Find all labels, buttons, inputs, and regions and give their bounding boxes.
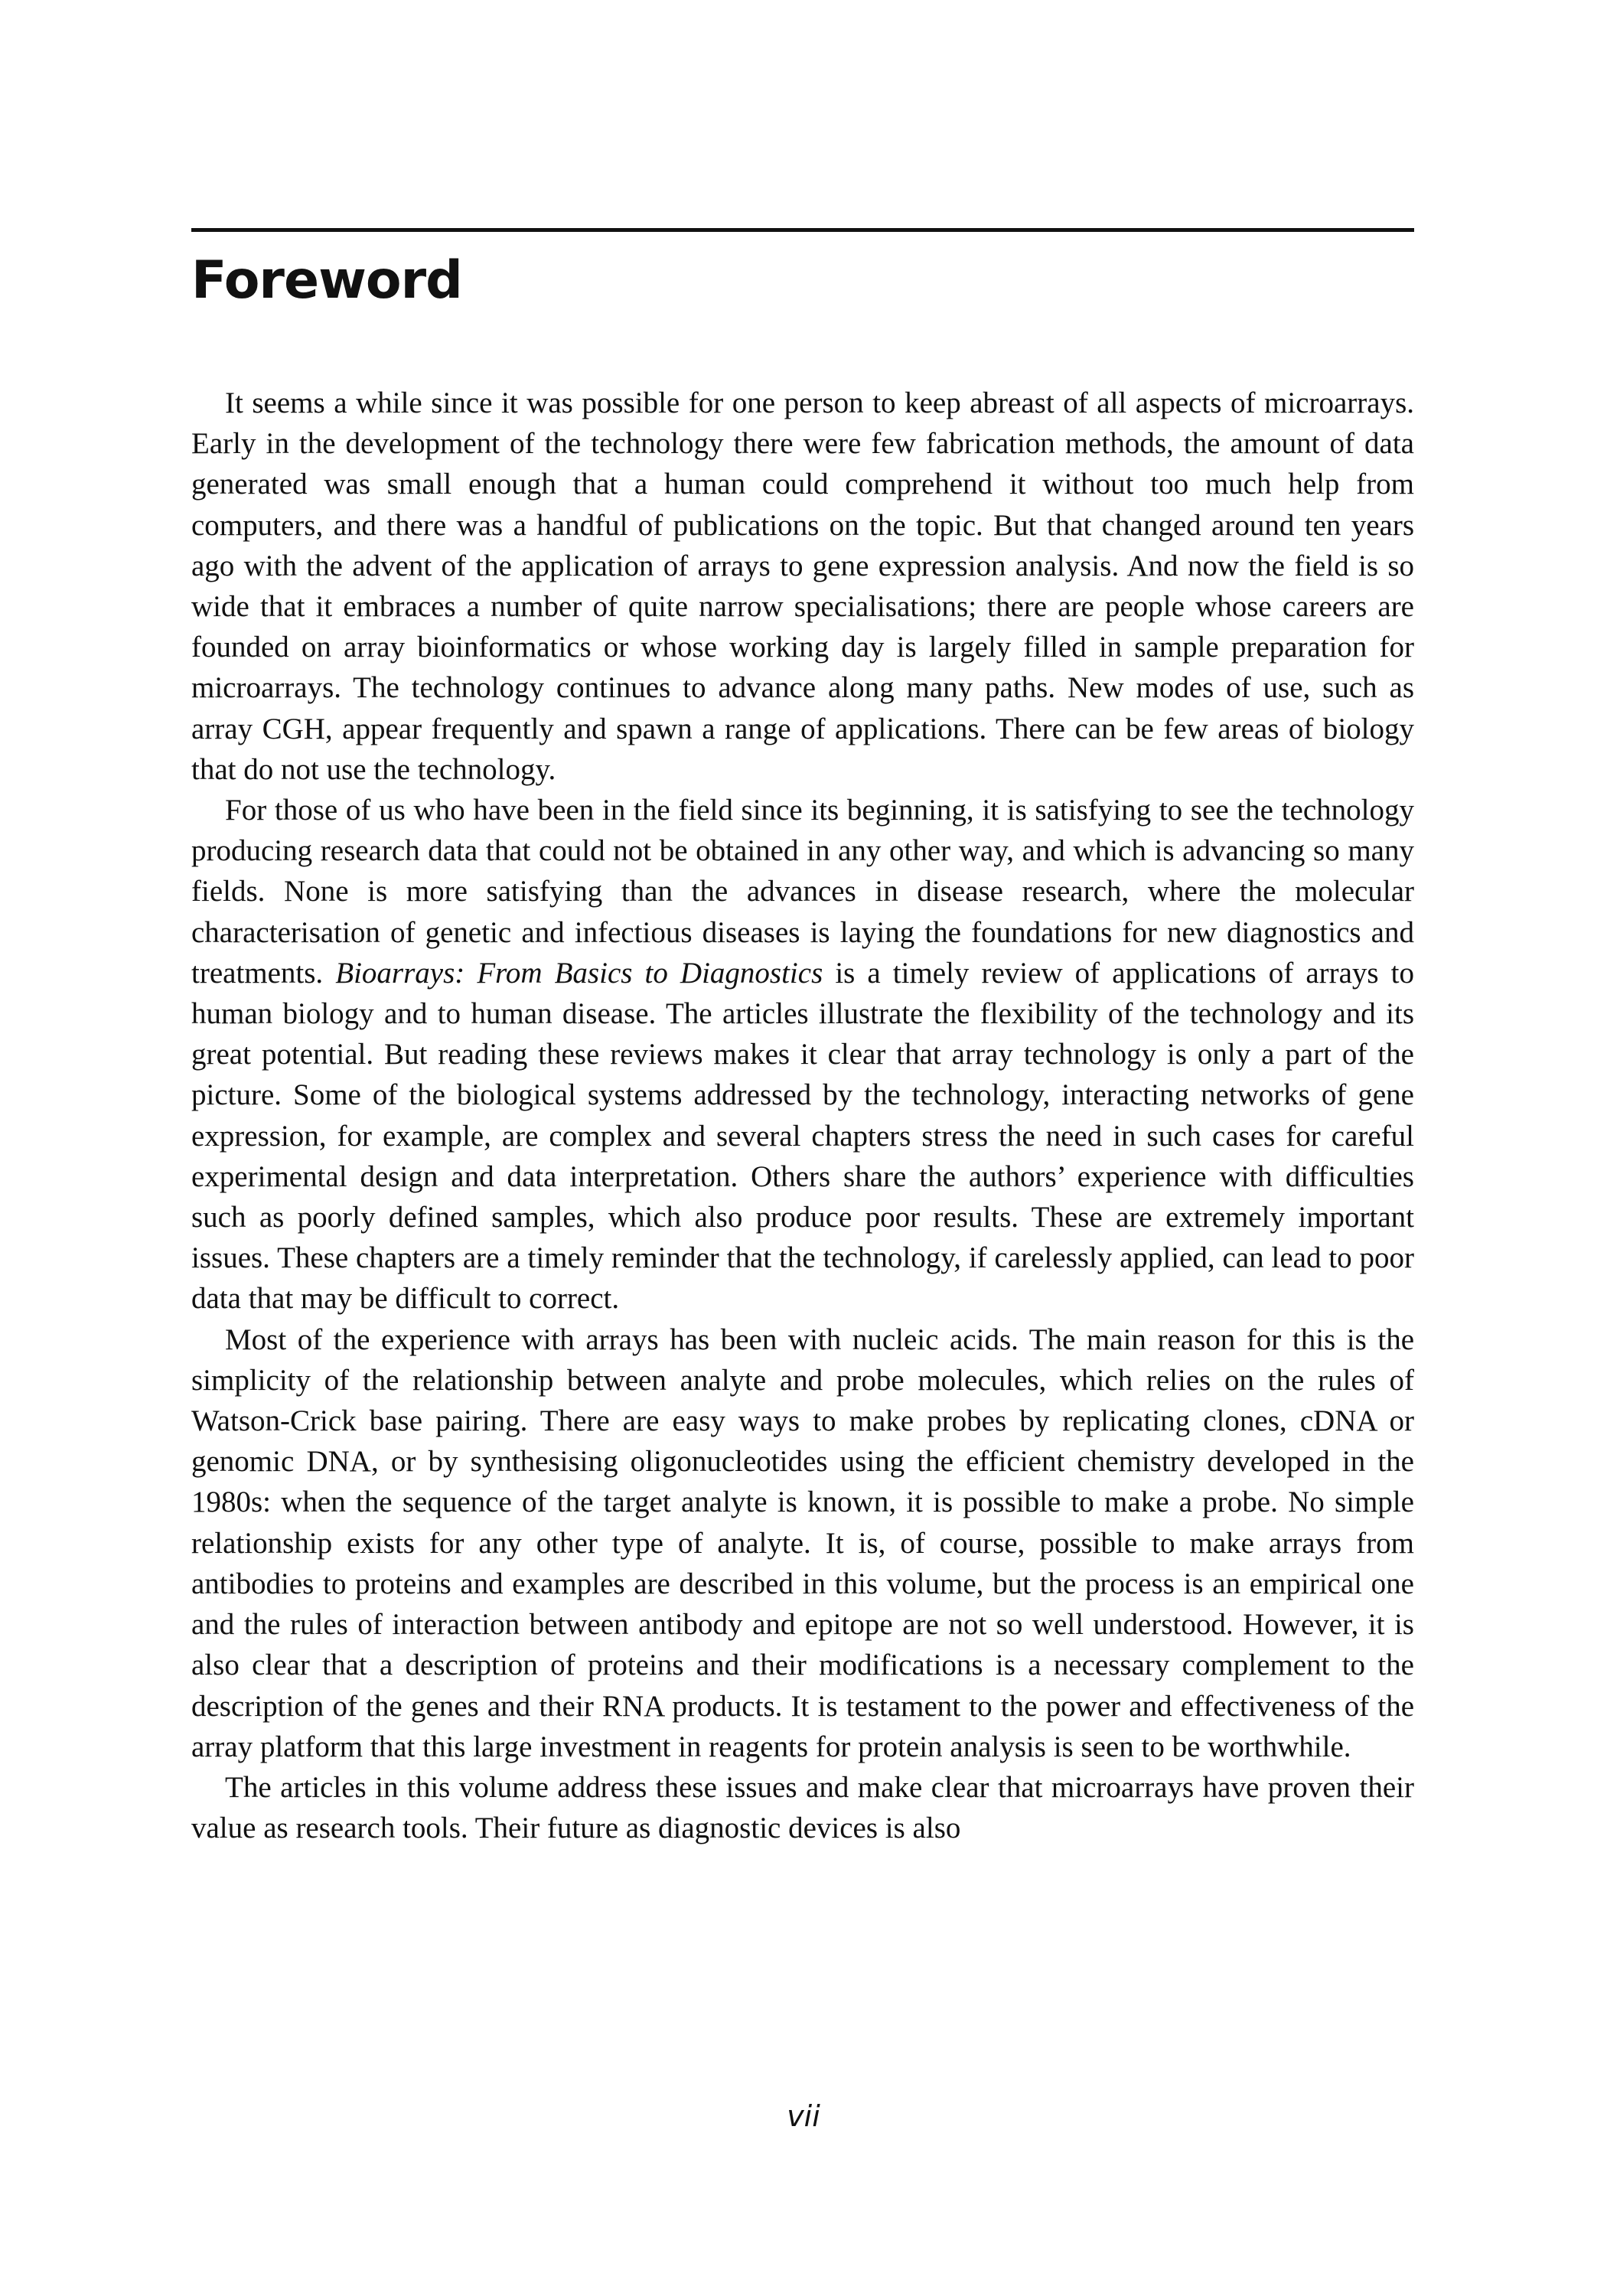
- chapter-title: Foreword: [191, 250, 462, 311]
- chapter-top-rule: [191, 228, 1414, 232]
- paragraph-2-text-after-title: is a timely review of applications of arrays to human biology and to human disease. The articles illustrate the flexibility of the technology and its great potential. But reading these reviews makes it clear that array technology is only a part of the picture. Some of the biological systems addressed by the technology, interacting networks of gene expression, for example, are complex and several chapters stress the need in such cases for careful experimental design and data interpretation. Others share the authors’ experience with difficulties such as poorly defined samples, which also produce poor results. These are extremely important issues. These chapters are a timely reminder that the technology, if carelessly applied, can lead to poor data that may be difficult to correct.: [191, 956, 1414, 1316]
- foreword-body: [191, 383, 1414, 1848]
- paragraph-4: The articles in this volume address these issues and make clear that microarrays have proven their value as research tools. Their future as diagnostic devices is also: [191, 1770, 1414, 1845]
- paragraph-1: It seems a while since it was possible for one person to keep abreast of all aspects of microarrays. Early in the development of the technology there were few fabrication methods, the amount of data generated was small enough that a human could comprehend it without too much help from computers, and there was a handful of publications on the topic. But that changed around ten years ago with the advent of the application of arrays to gene expression analysis. And now the field is so wide that it embraces a number of quite narrow specialisations; there are people whose careers are founded on array bioinformatics or whose working day is largely filled in sample preparation for microarrays. The technology continues to advance along many paths. New modes of use, such as array CGH, appear frequently and spawn a range of applications. There can be few areas of biology that do not use the technology.: [191, 386, 1414, 786]
- paragraph-3: Most of the experience with arrays has been with nucleic acids. The main reason for this is the simplicity of the relationship between analyte and probe molecules, which relies on the rules of Watson-Crick base pairing. There are easy ways to make probes by replicating clones, cDNA or genomic DNA, or by synthesising oligonucleotides using the efficient chemistry developed in the 1980s: when the sequence of the target analyte is known, it is possible to make a probe. No simple relationship exists for any other type of analyte. It is, of course, possible to make arrays from antibodies to proteins and examples are described in this volume, but the process is an empirical one and the rules of interaction between antibody and epitope are not so well understood. However, it is also clear that a description of proteins and their modifications is a necessary complement to the description of the genes and their RNA products. It is testament to the power and effectiveness of the array platform that this large investment in reagents for protein analysis is seen to be worthwhile.: [191, 1322, 1414, 1763]
- paragraph-2-text-before-title: For those of us who have been in the field since its beginning, it is satisfying to see the technology producing research data that could not be obtained in any other way, and which is advancing so many fields. None is more satisfying than the advances in disease research, where the molecular characterisation of genetic and infectious diseases is laying the foundations for new diagnostics and treatments.: [191, 794, 1414, 990]
- paragraph-2: [191, 790, 1414, 1319]
- page-number: vii: [787, 2099, 820, 2133]
- book-title: Bioarrays: From Basics to Diagnostics: [335, 956, 823, 990]
